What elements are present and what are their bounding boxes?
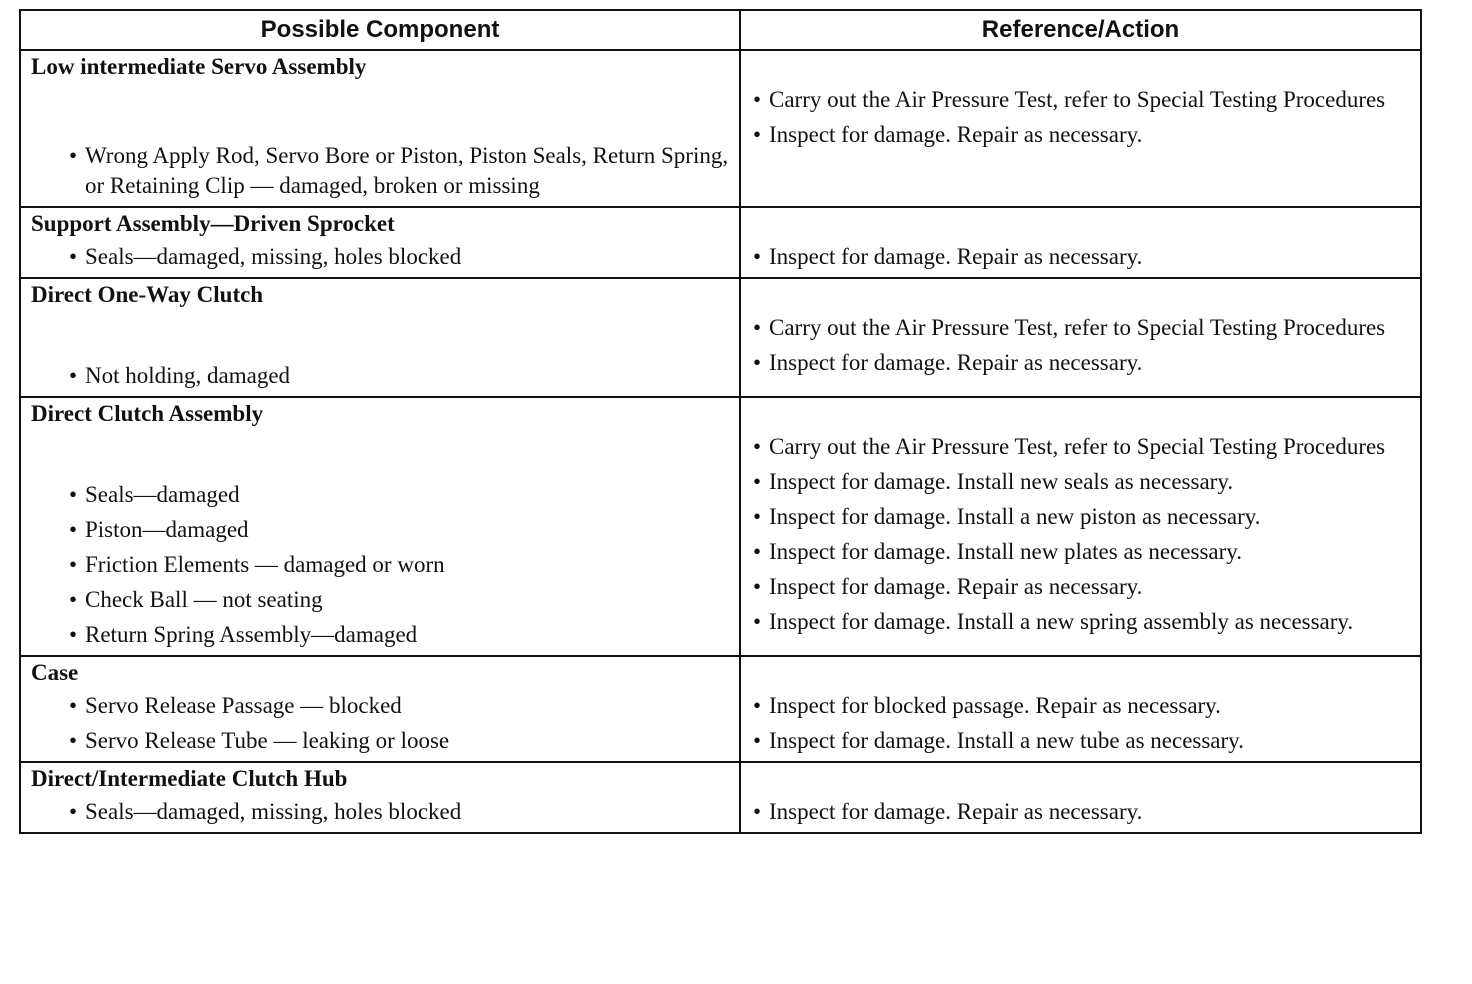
action-cell bbox=[740, 762, 1421, 833]
action-cell bbox=[740, 278, 1421, 397]
action-item: • Carry out the Air Pressure Test, refer to Special Testing Procedures bbox=[753, 313, 1410, 343]
action-item: • Inspect for damage. Install new seals as necessary. bbox=[753, 467, 1410, 497]
header-reference-action: Reference/Action bbox=[740, 10, 1421, 50]
table-row bbox=[20, 207, 1421, 278]
component-item: • Wrong Apply Rod, Servo Bore or Piston, Piston Seals, Return Spring, or Retaining Clip — damaged, broken or missing bbox=[29, 141, 735, 201]
component-cell bbox=[20, 278, 740, 397]
action-cell bbox=[740, 207, 1421, 278]
troubleshooting-table bbox=[19, 9, 1422, 834]
action-cell bbox=[740, 50, 1421, 207]
action-item: • Inspect for damage. Install a new tube as necessary. bbox=[753, 726, 1410, 756]
header-possible-component: Possible Component bbox=[20, 10, 740, 50]
component-item: • Servo Release Passage — blocked bbox=[29, 691, 735, 721]
component-item: • Servo Release Tube — leaking or loose bbox=[29, 726, 735, 756]
action-item: • Inspect for damage. Repair as necessary. bbox=[753, 797, 1410, 827]
component-heading: Case bbox=[31, 660, 79, 685]
action-item: • Inspect for damage. Repair as necessary. bbox=[753, 572, 1410, 602]
component-cell bbox=[20, 397, 740, 656]
component-heading: Low intermediate Servo Assembly bbox=[31, 54, 367, 79]
header-row bbox=[20, 10, 1421, 50]
component-cell bbox=[20, 207, 740, 278]
component-item: • Friction Elements — damaged or worn bbox=[29, 550, 735, 580]
action-cell bbox=[740, 397, 1421, 656]
component-heading: Direct One-Way Clutch bbox=[31, 282, 264, 307]
action-item: • Inspect for damage. Install new plates as necessary. bbox=[753, 537, 1410, 567]
table-row bbox=[20, 762, 1421, 833]
action-item: • Inspect for damage. Repair as necessary. bbox=[753, 120, 1410, 150]
component-item: • Piston—damaged bbox=[29, 515, 735, 545]
component-heading: Direct/Intermediate Clutch Hub bbox=[31, 766, 348, 791]
action-item: • Carry out the Air Pressure Test, refer to Special Testing Procedures bbox=[753, 432, 1410, 462]
table-row bbox=[20, 397, 1421, 656]
component-item: • Seals—damaged, missing, holes blocked bbox=[29, 797, 735, 827]
table-row bbox=[20, 50, 1421, 207]
action-item: • Inspect for blocked passage. Repair as necessary. bbox=[753, 691, 1410, 721]
component-item: • Not holding, damaged bbox=[29, 361, 735, 391]
component-heading: Direct Clutch Assembly bbox=[31, 401, 264, 426]
component-item: • Check Ball — not seating bbox=[29, 585, 735, 615]
table-row bbox=[20, 656, 1421, 762]
action-item: • Inspect for damage. Install a new spring assembly as necessary. bbox=[753, 607, 1410, 637]
action-item: • Inspect for damage. Install a new piston as necessary. bbox=[753, 502, 1410, 532]
component-item: • Seals—damaged, missing, holes blocked bbox=[29, 242, 735, 272]
component-cell bbox=[20, 50, 740, 207]
action-item: • Inspect for damage. Repair as necessary. bbox=[753, 242, 1410, 272]
component-heading: Support Assembly—Driven Sprocket bbox=[31, 211, 395, 236]
action-cell bbox=[740, 656, 1421, 762]
component-cell bbox=[20, 762, 740, 833]
action-item: • Carry out the Air Pressure Test, refer to Special Testing Procedures bbox=[753, 85, 1410, 115]
component-item: • Return Spring Assembly—damaged bbox=[29, 620, 735, 650]
component-cell bbox=[20, 656, 740, 762]
table-row bbox=[20, 278, 1421, 397]
action-item: • Inspect for damage. Repair as necessary. bbox=[753, 348, 1410, 378]
component-item: • Seals—damaged bbox=[29, 480, 735, 510]
